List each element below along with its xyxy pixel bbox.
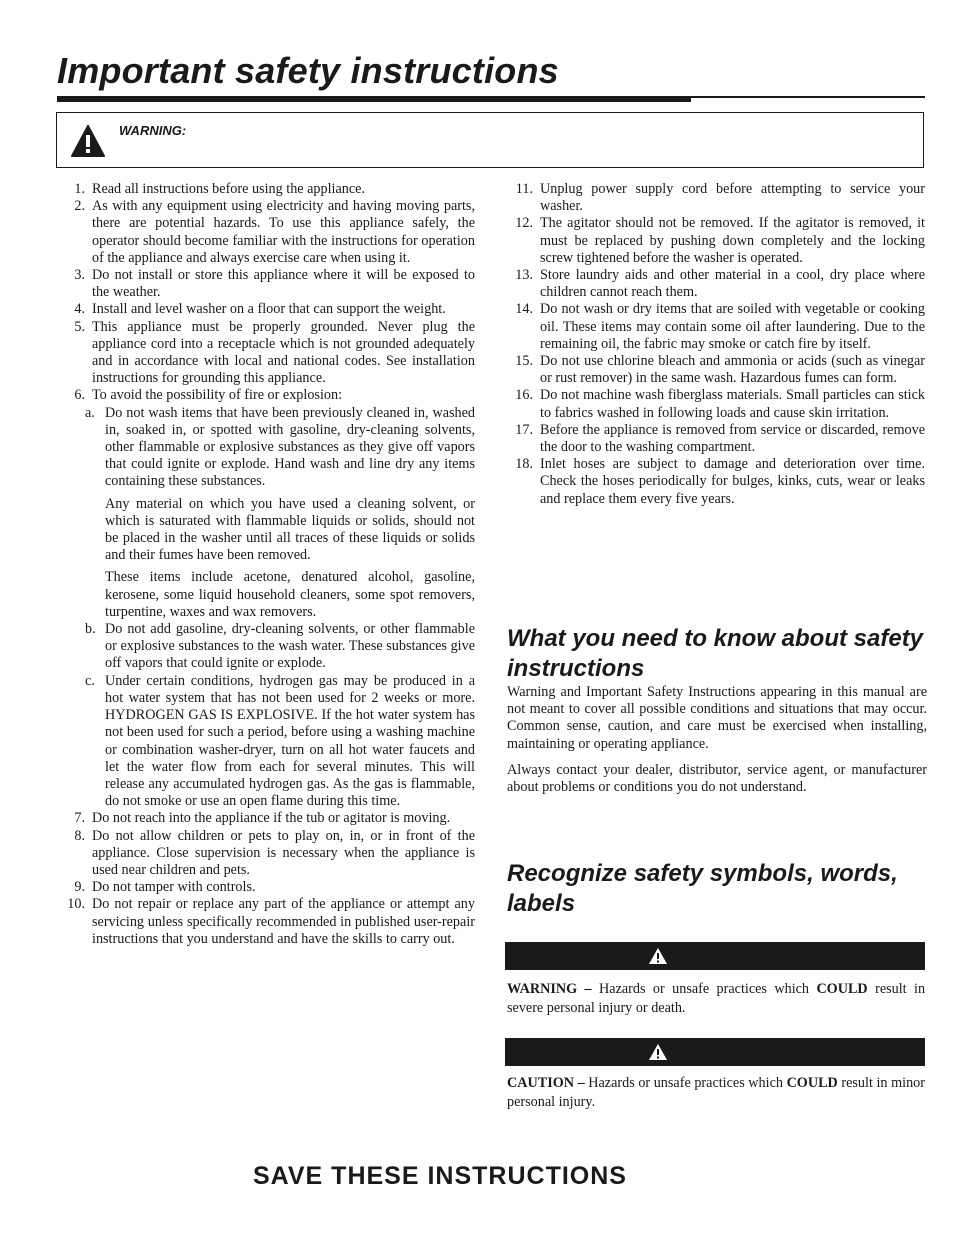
item-text: Inlet hoses are subject to damage and deterioration over time. Check the hoses periodically for bulges, kinks, cuts, wear or leaks and replace them every five years. xyxy=(540,456,925,507)
item-text: Do not wash or dry items that are soiled with vegetable or cooking oil. These items may contain some oil after laundering. Due to the remaining oil, the fabric may smoke or catch fire by itself. xyxy=(540,301,925,352)
item-text: Do not machine wash fiberglass materials. Small particles can stick to fabrics washed in following loads and cause skin irritation. xyxy=(540,387,925,421)
item-number: 15. xyxy=(515,353,533,370)
warning-box xyxy=(56,112,924,168)
know-paragraph-2: Always contact your dealer, distributor, service agent, or manufacturer about problems or conditions you do not understand. xyxy=(507,761,927,796)
caution-triangle-icon xyxy=(648,1043,668,1061)
item-text: The agitator should not be removed. If the agitator is removed, it must be replaced by pushing down completely and the locking screw tightened before the washer is operated. xyxy=(540,215,925,266)
warning-term: WARNING – xyxy=(507,981,592,997)
sub-item-paragraph: Any material on which you have used a cleaning solvent, or which is saturated with flammable liquids or solids, should not be placed in the washer until all traces of these liquids or solids and their fumes have been removed. xyxy=(105,495,475,564)
list-item xyxy=(57,181,475,198)
item-text: Do not install or store this appliance where it will be exposed to the weather. xyxy=(92,267,475,301)
item-text: To avoid the possibility of fire or explosion: xyxy=(92,387,343,404)
warning-triangle-icon xyxy=(648,947,668,965)
could-emphasis: COULD xyxy=(816,981,868,997)
list-item xyxy=(57,879,475,896)
know-section xyxy=(507,624,927,796)
definition-text: Hazards or unsafe practices which xyxy=(599,981,810,997)
warning-label: WARNING: xyxy=(119,123,187,138)
title-rule-thin xyxy=(691,96,925,98)
item-text: This appliance must be properly grounded. Never plug the appliance cord into a receptacle which is not grounded adequately and in accordance with local and national codes. See installation instructions for grounding this appliance. xyxy=(92,318,475,387)
item-number: 14. xyxy=(515,301,533,318)
item-number: 6. xyxy=(74,387,85,404)
item-text: Do not use chlorine bleach and ammonia or acids (such as vinegar or rust remover) in the same wash. Hazardous fumes can form. xyxy=(540,353,925,387)
item-number: 10. xyxy=(67,896,85,913)
item-text: As with any equipment using electricity and having moving parts, there are potential hazards. To use this appliance safely, the operator should become familiar with the instructions for operation of the appliance and always exercise care when using it. xyxy=(92,198,475,266)
item-number: 9. xyxy=(74,879,85,896)
item-text: Do not repair or replace any part of the appliance or attempt any servicing unless specifically recommended in published user-repair instructions that you understand and have the skills to carry out. xyxy=(92,896,475,947)
sub-item-c xyxy=(85,673,475,811)
sub-item-letter: a. xyxy=(85,404,95,421)
item-text: Store laundry aids and other material in a cool, dry place where children cannot reach them. xyxy=(540,267,925,301)
list-item xyxy=(505,301,925,353)
item-number: 12. xyxy=(515,215,533,232)
sub-item-paragraph: These items include acetone, denatured alcohol, gasoline, kerosene, some liquid household cleaners, some spot removers, turpentine, waxes and wax removers. xyxy=(105,569,475,620)
list-item xyxy=(505,353,925,387)
item-number: 13. xyxy=(515,267,533,284)
item-number: 4. xyxy=(74,301,85,318)
warning-signal-bar xyxy=(505,942,925,970)
item-text: Before the appliance is removed from service or discarded, remove the door to the washing compartment. xyxy=(540,421,925,456)
list-item xyxy=(505,387,925,421)
list-item xyxy=(57,828,475,880)
item-number: 18. xyxy=(515,456,533,473)
list-item xyxy=(57,319,475,388)
item-text: Do not reach into the appliance if the tub or agitator is moving. xyxy=(92,810,451,827)
item-text: Do not allow children or pets to play on, in, or in front of the appliance. Close supervision is necessary when the appliance is used near children and pets. xyxy=(92,827,475,878)
caution-definition xyxy=(507,1074,925,1112)
item-number: 8. xyxy=(74,827,85,844)
warning-definition xyxy=(507,980,925,1018)
item-number: 2. xyxy=(74,198,85,215)
definition-text: Hazards or unsafe practices which xyxy=(588,1075,783,1091)
recognize-section xyxy=(507,859,927,919)
sub-item-b xyxy=(85,621,475,673)
left-column xyxy=(57,181,475,948)
item-number: 16. xyxy=(515,387,533,404)
sub-item-text: Under certain conditions, hydrogen gas may be produced in a hot water system that has not been used for 2 weeks or more. HYDROGEN GAS IS EXPLOSIVE. If the hot water system has not been used for such a period, before using a washing machine or combination washer-dryer, turn on all hot water faucets and let the water flow from each for several minutes. This will release any accumulated hydrogen gas. As the gas is flammable, do not smoke or use an open flame during this time. xyxy=(105,672,475,810)
list-item xyxy=(57,198,475,267)
title-rule-thick xyxy=(57,96,691,102)
know-paragraph-1: Warning and Important Safety Instructions appearing in this manual are not meant to cover all possible conditions and situations that may occur. Common sense, caution, and care must be exercised when installing, maintaining or operating appliance. xyxy=(507,684,927,752)
list-item xyxy=(505,422,925,456)
list-item xyxy=(505,215,925,267)
item-text: Unplug power supply cord before attempting to service your washer. xyxy=(540,181,925,215)
could-emphasis: COULD xyxy=(786,1075,838,1091)
item-text: Do not tamper with controls. xyxy=(92,879,256,896)
sub-item-text: Do not add gasoline, dry-cleaning solvents, or other flammable or explosive substances to the wash water. These substances give off vapors that could ignite or explode. xyxy=(105,621,475,672)
page-title: Important safety instructions xyxy=(57,50,559,91)
definition-text: result in minor personal injury. xyxy=(507,1075,925,1110)
list-item xyxy=(57,387,475,404)
list-item xyxy=(57,301,475,318)
item-text: Read all instructions before using the appliance. xyxy=(92,181,366,197)
list-item xyxy=(57,267,475,301)
item-number: 3. xyxy=(74,267,85,284)
right-column xyxy=(505,181,925,508)
caution-term: CAUTION – xyxy=(507,1075,585,1091)
list-item xyxy=(505,181,925,215)
list-item xyxy=(57,896,475,948)
list-item xyxy=(505,267,925,301)
definition-text: result in severe personal injury or death. xyxy=(507,981,926,1016)
sub-item-letter: b. xyxy=(85,621,96,638)
item-text: Install and level washer on a floor that can support the weight. xyxy=(92,301,446,318)
list-item xyxy=(505,456,925,508)
item-number: 17. xyxy=(515,421,533,438)
recognize-heading: Recognize safety symbols, words, labels xyxy=(507,860,898,917)
sub-item-a xyxy=(85,405,475,491)
know-heading: What you need to know about safety instructions xyxy=(507,625,924,682)
sub-item-letter: c. xyxy=(85,672,95,689)
item-number: 7. xyxy=(74,810,85,827)
caution-signal-bar xyxy=(505,1038,925,1066)
item-number: 11. xyxy=(515,181,533,197)
item-number: 5. xyxy=(74,318,85,335)
list-item xyxy=(57,810,475,827)
warning-triangle-icon xyxy=(71,125,105,157)
sub-item-text: Do not wash items that have been previously cleaned in, washed in, soaked in, or spotted with gasoline, dry-cleaning solvents, other flammable or explosive substances as they give off vapors that could ignite or explode. Hand wash and line dry any items containing these substances. xyxy=(105,404,475,490)
save-instructions-footer: SAVE THESE INSTRUCTIONS xyxy=(253,1162,627,1190)
item-number: 1. xyxy=(74,181,85,197)
